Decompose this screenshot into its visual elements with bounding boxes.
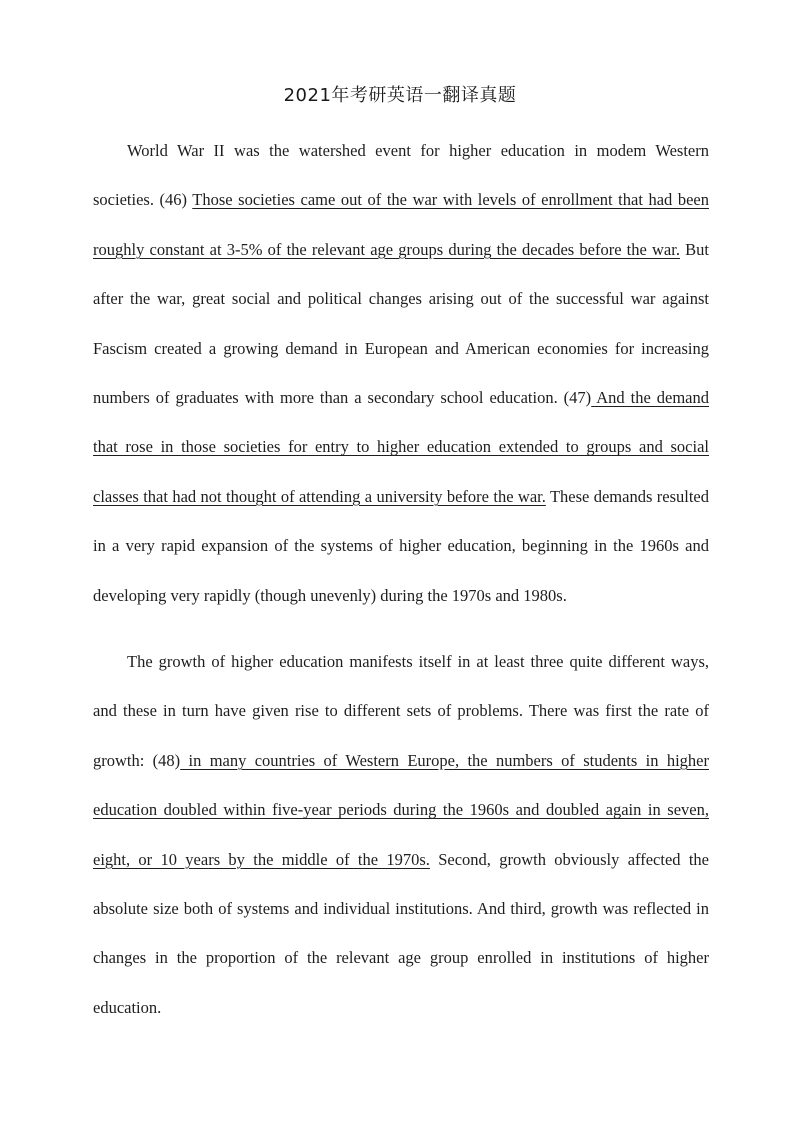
underlined-translation-passage-47: And the demand that rose in those societies for entry to higher education extended to groups and social classes that had not thought of attending a university before the war. — [93, 388, 709, 506]
paragraph — [93, 637, 709, 1032]
paragraph-text: Second, growth obviously affected the absolute size both of systems and individual institutions. And third, growth was reflected in changes in the proportion of the relevant age group enrolled in institutions of higher education. — [93, 849, 709, 1017]
paragraph-text: World War II was the watershed event for higher education in modem Western societies. (46) — [93, 141, 709, 210]
underlined-translation-passage-46: Those societies came out of the war with levels of enrollment that had been roughly constant at 3-5% of the relevant age groups during the decades before the war. — [93, 190, 709, 259]
paragraph-text: These demands resulted in a very rapid expansion of the systems of higher education, beginning in the 1960s and developing very rapidly (though unevenly) during the 1970s and 1980s. — [93, 486, 710, 605]
page-title: 2021年考研英语一翻译真题 — [283, 85, 517, 106]
paragraph-text: But after the war, great social and political changes arising out of the successful war against Fascism created a growing demand in European and American economies for increasing numbers of graduates with more than a secondary school education. (47) — [93, 239, 710, 408]
paragraph — [93, 126, 709, 620]
underlined-translation-passage-48: in many countries of Western Europe, the numbers of students in higher education doubled within five-year periods during the 1960s and doubled again in seven, eight, or 10 years by the middle of the 1970s. — [93, 750, 709, 869]
paragraph-text: The growth of higher education manifests itself in at least three quite different ways, and these in turn have given rise to different sets of problems. There was first the rate of growth: (48) — [93, 652, 709, 770]
